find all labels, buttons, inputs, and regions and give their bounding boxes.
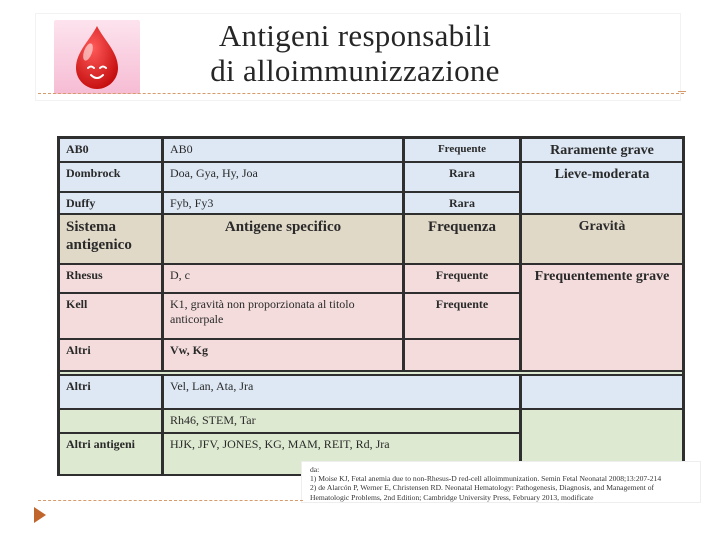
table-header-severity: Gravità (522, 215, 682, 263)
table-cell-system: Dombrock (60, 163, 161, 191)
table-cell-system (60, 410, 161, 432)
table-cell-severity-pink: Frequentemente grave (522, 265, 682, 370)
table-cell-severity: Raramente grave (522, 139, 682, 161)
play-icon[interactable] (34, 507, 46, 523)
table-cell-frequency (405, 340, 519, 370)
table-cell-antigen: Vw, Kg (164, 340, 402, 370)
table-cell-system: Kell (60, 294, 161, 338)
table-cell-antigen: AB0 (164, 139, 402, 161)
table-header-frequency: Frequenza (405, 215, 519, 263)
title-line-2: di alloimmunizzazione (210, 53, 500, 88)
references-label: da: (310, 465, 320, 474)
table-cell-antigen: Doa, Gya, Hy, Joa (164, 163, 402, 191)
table-cell-antigen: Fyb, Fy3 (164, 193, 402, 213)
table-cell-antigen: Rh46, STEM, Tar (164, 410, 519, 432)
table-cell-antigen: Vel, Lan, Ata, Jra (164, 376, 519, 408)
table-cell-system: Duffy (60, 193, 161, 213)
table-header-system: Sistema antigenico (60, 215, 161, 263)
header-divider (38, 93, 684, 94)
table-cell-system: Altri antigeni (60, 434, 161, 474)
table-cell-severity: Lieve-moderata (522, 163, 682, 213)
header-divider-end (678, 91, 686, 92)
table-cell-frequency: Frequente (405, 265, 519, 292)
footer-divider (38, 500, 303, 501)
title-line-1: Antigeni responsabili (218, 18, 492, 53)
references-box (302, 462, 700, 502)
table-cell-antigen: HJK, JFV, JONES, KG, MAM, REIT, Rd, Jra (164, 434, 519, 474)
blood-drop-icon (52, 18, 142, 96)
reference-1: 1) Moise KJ, Fetal anemia due to non-Rhesus-D red-cell alloimmunization. Semin Fetal Neonatal 2008;13:207-214 (310, 474, 662, 484)
table-cell-frequency: Rara (405, 193, 519, 213)
table-header-antigen: Antigene specifico (164, 215, 402, 263)
table-cell-system: Altri (60, 340, 161, 370)
table-cell-frequency: Frequente (405, 294, 519, 338)
table-cell-system: Altri (60, 376, 161, 408)
table-separator (60, 372, 682, 374)
table-cell-antigen: K1, gravità non proporzionata al titolo anticorpale (164, 294, 402, 338)
logo (52, 18, 142, 96)
slide-title (150, 18, 560, 88)
table-cell-frequency: Rara (405, 163, 519, 191)
table-cell-antigen: D, c (164, 265, 402, 292)
antigen-table (57, 136, 685, 476)
table-cell-system: Rhesus (60, 265, 161, 292)
table-cell-system: AB0 (60, 139, 161, 161)
reference-2: 2) de Alarcón P, Werner E, Christensen RD. Neonatal Hematology: Pathogenesis, Diagnosis, and Management of Hematologic Problems, 2nd Edition; Cambridge University Press, February 2013, modificate (310, 483, 655, 502)
table-cell-frequency: Frequente (405, 139, 519, 161)
table-cell-severity (522, 376, 682, 408)
